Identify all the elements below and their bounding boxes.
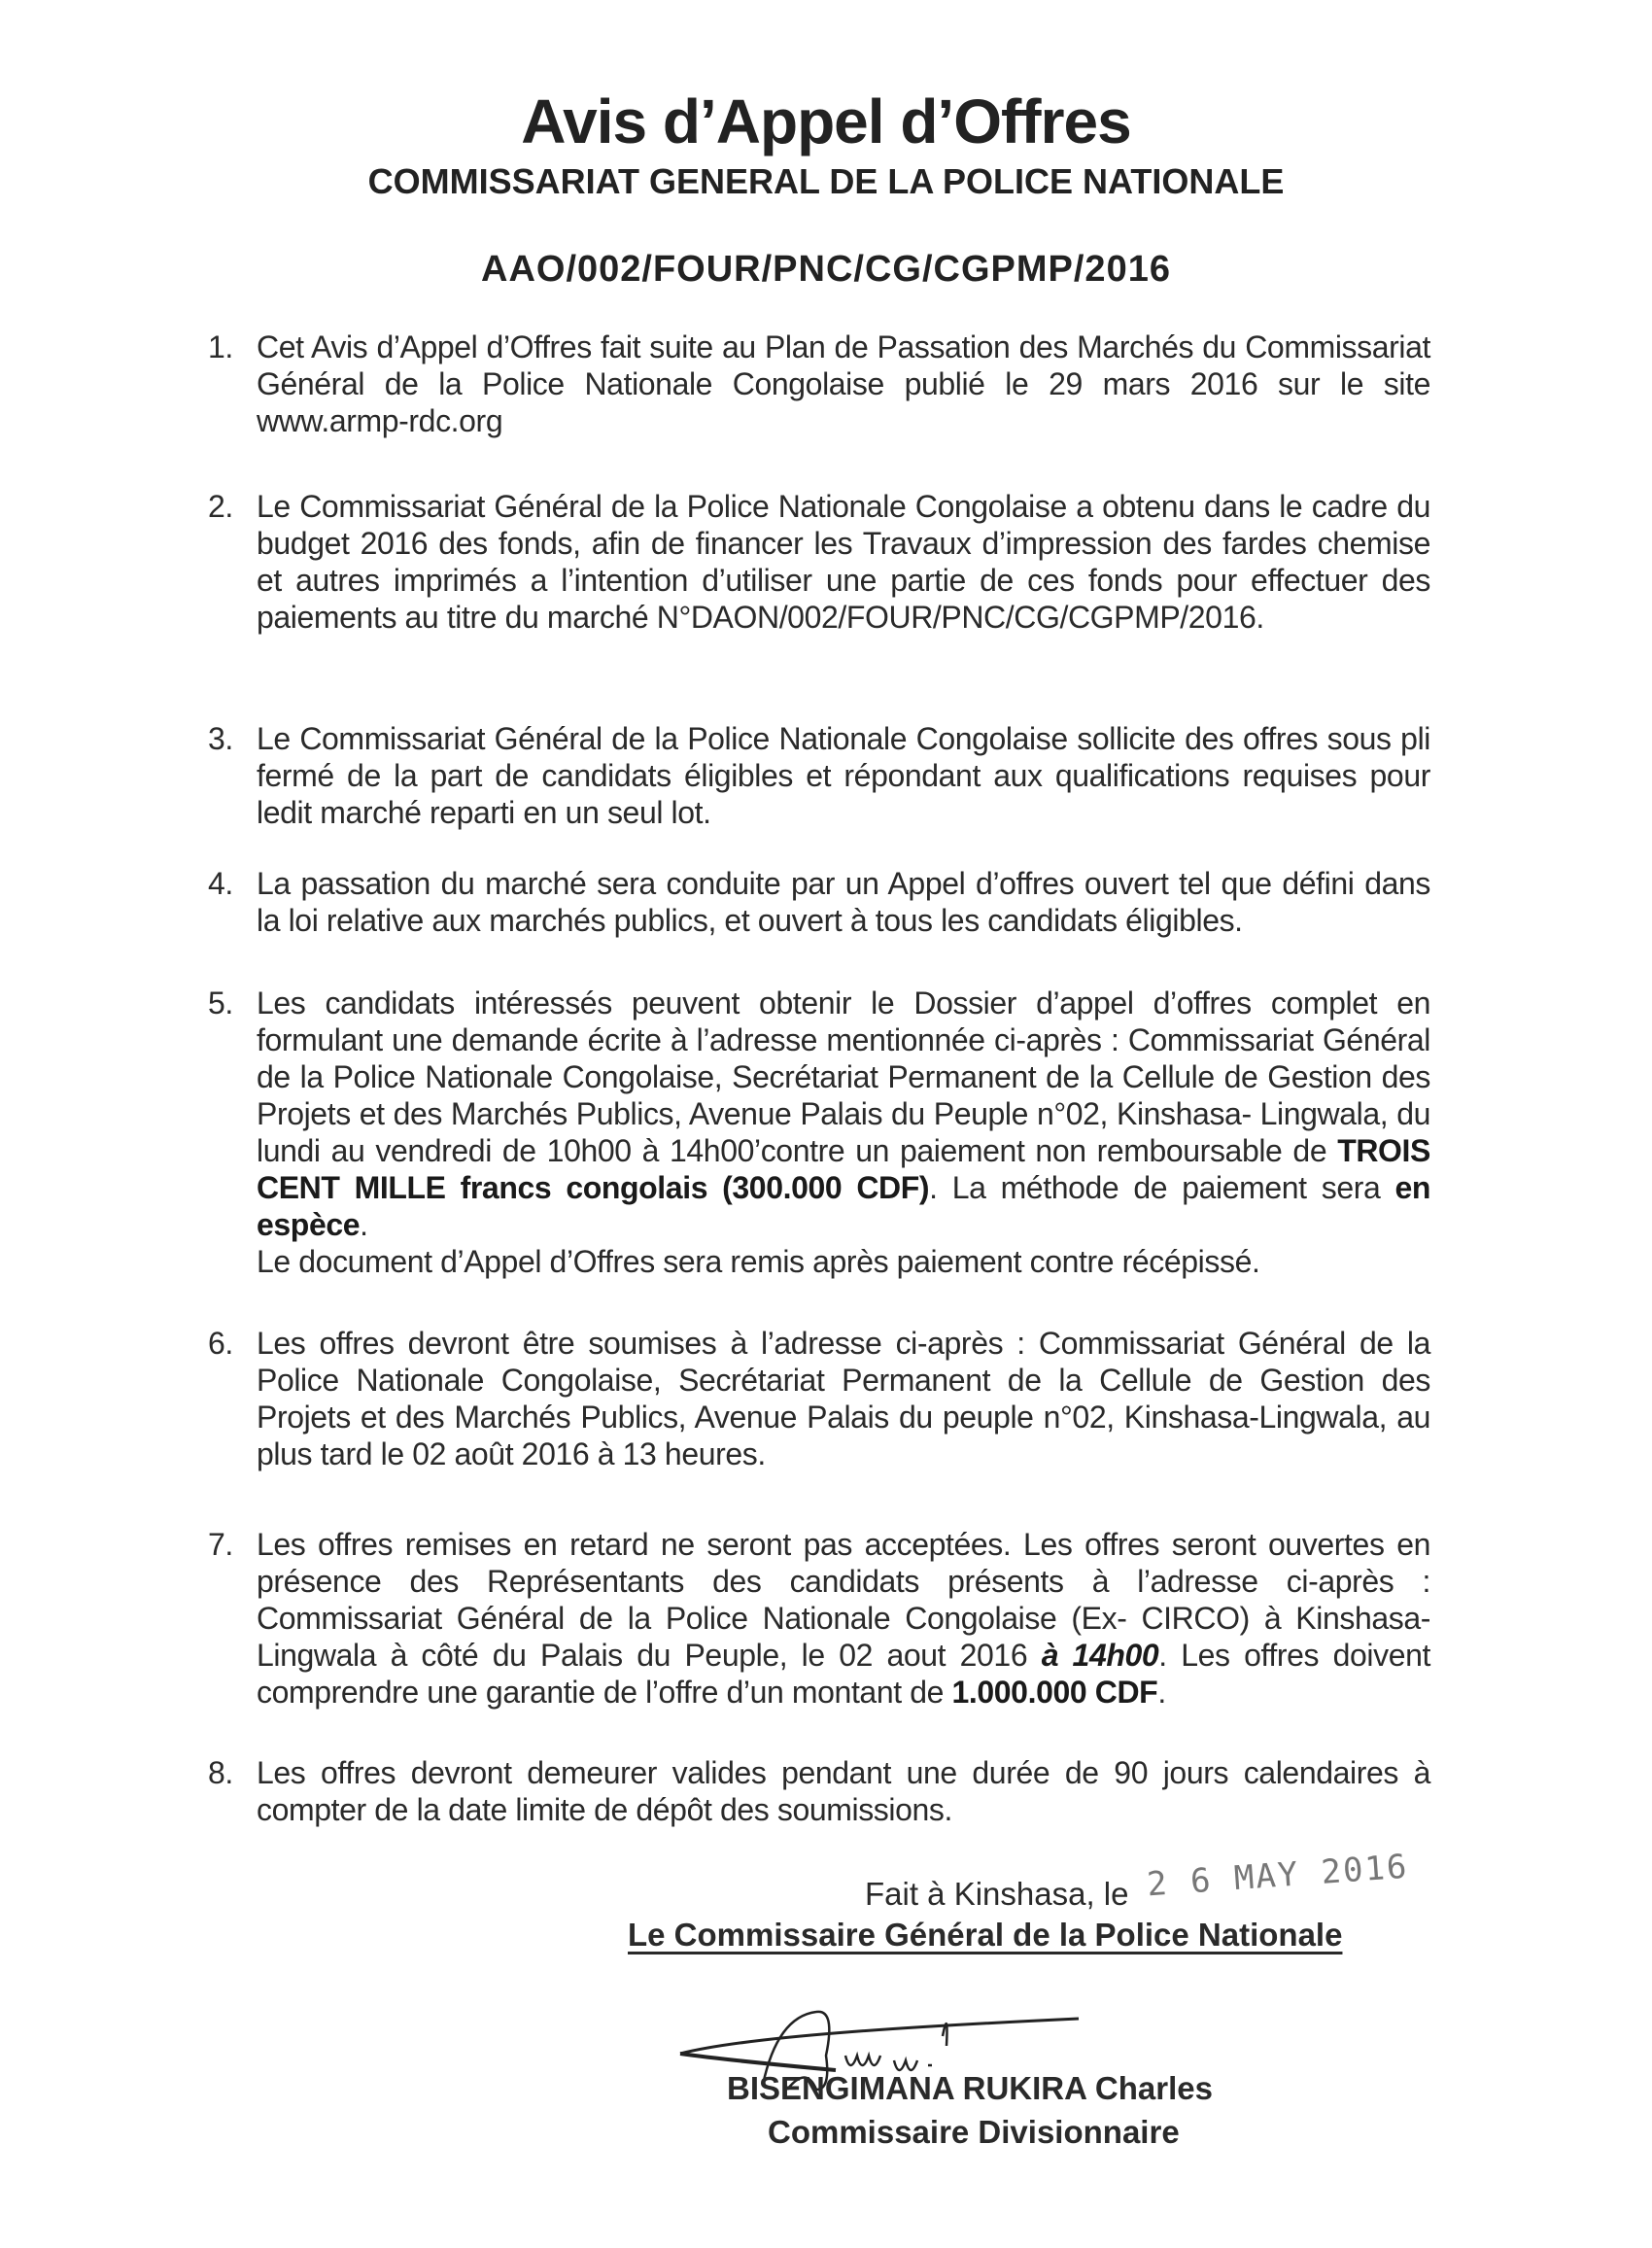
opening-time: à 14h00 xyxy=(1041,1638,1159,1673)
clause-text-part: Les candidats intéressés peuvent obtenir le Dossier d’appel d’offres complet en formulant une demande écrite à l’adresse mentionnée ci-après : Commissariat Général de la Police Nationale Congolaise, Secrétariat Permanent de la Cellule de Gestion des Projets et des Marchés Publics, Avenue Palais du Peuple n°02, Kinshasa- Lingwala, du lundi au vendredi de 10h00 à 14h00’contre un paiement non remboursable de xyxy=(257,986,1430,1168)
clause-text: Le Commissariat Général de la Police Nationale Congolaise sollicite des offres sous pli fermé de la part de candidats éligibles et répondant aux qualifications requises pour ledit marché reparti en un seul lot. xyxy=(257,721,1430,830)
signatory-name: BISENGIMANA RUKIRA Charles xyxy=(727,2070,1213,2106)
issuer-heading: COMMISSARIAT GENERAL DE LA POLICE NATIONALE xyxy=(367,161,1285,201)
payment-method: en espèce xyxy=(257,1170,1430,1242)
clause-text-part: Les offres remises en retard ne seront pas acceptées. Les offres seront ouvertes en présence des Représentants des candidats présents à l’adresse ci-après : Commissariat Général de la Police Nationale Congolaise (Ex- CIRCO) à Kinshasa-Lingwala à côté du Palais du Peuple, le 02 aout 2016 xyxy=(257,1527,1430,1673)
clause-number: 6. xyxy=(208,1326,233,1361)
clause-text: Les offres devront être soumises à l’adresse ci-après : Commissariat Général de la Police Nationale Congolaise, Secrétariat Permanent de la Cellule de Gestion des Projets et des Marchés Publics, Avenue Palais du peuple n°02, Kinshasa-Lingwala, au plus tard le 02 août 2016 à 13 heures. xyxy=(257,1326,1430,1471)
clause-1 xyxy=(208,329,1430,439)
clause-5 xyxy=(208,985,1430,1280)
clause-4 xyxy=(208,865,1430,939)
signatory-rank: Commissaire Divisionnaire xyxy=(768,2114,1180,2150)
clause-text xyxy=(257,1526,1430,1711)
date-stamp: 2 6 MAY 2016 xyxy=(1145,1847,1410,1905)
clause-text-part: . La méthode de paiement sera xyxy=(929,1170,1395,1205)
clause-8 xyxy=(208,1754,1430,1828)
clause-number: 3. xyxy=(208,721,233,756)
clause-text-part: Le document d’Appel d’Offres sera remis après paiement contre récépissé. xyxy=(257,1244,1260,1279)
clause-number: 1. xyxy=(208,329,233,364)
signatory-title: Le Commissaire Général de la Police Nationale xyxy=(628,1917,1343,1953)
clause-text: Le Commissariat Général de la Police Nationale Congolaise a obtenu dans le cadre du budget 2016 des fonds, afin de financer les Travaux d’impression des fardes chemise et autres imprimés a l’intention d’utiliser une partie de ces fonds pour effectuer des paiements au titre du marché N°DAON/002/FOUR/PNC/CG/CGPMP/2016. xyxy=(257,489,1430,635)
place-date-label: Fait à Kinshasa, le xyxy=(865,1876,1129,1912)
clause-text: Les offres devront demeurer valides pendant une durée de 90 jours calendaires à compter de la date limite de dépôt des soumissions. xyxy=(257,1755,1430,1827)
clause-3 xyxy=(208,720,1430,831)
clause-7 xyxy=(208,1526,1430,1711)
clause-number: 2. xyxy=(208,489,233,524)
clause-text-part: . Les offres doivent comprendre une garantie de l’offre d’un montant de xyxy=(257,1638,1430,1710)
clause-number: 5. xyxy=(208,986,233,1020)
clause-text-part: . xyxy=(1157,1675,1166,1710)
clause-number: 4. xyxy=(208,866,233,901)
clause-number: 7. xyxy=(208,1527,233,1562)
guarantee-amount: 1.000.000 CDF xyxy=(951,1675,1158,1710)
clause-text: La passation du marché sera conduite par un Appel d’offres ouvert tel que défini dans la loi relative aux marchés publics, et ouvert à tous les candidats éligibles. xyxy=(257,866,1430,938)
clause-text: Cet Avis d’Appel d’Offres fait suite au Plan de Passation des Marchés du Commissariat Général de la Police Nationale Congolaise publié le 29 mars 2016 sur le site www.armp-rdc.org xyxy=(257,329,1430,438)
clause-text-part: . xyxy=(360,1207,368,1242)
clause-6 xyxy=(208,1325,1430,1472)
document-title: Avis d’Appel d’Offres xyxy=(521,86,1131,156)
clause-number: 8. xyxy=(208,1755,233,1790)
clause-text xyxy=(257,985,1430,1280)
tender-reference: AAO/002/FOUR/PNC/CG/CGPMP/2016 xyxy=(481,249,1171,290)
fee-amount: TROIS CENT MILLE francs congolais (300.000 CDF) xyxy=(257,1133,1430,1205)
clause-2 xyxy=(208,488,1430,636)
